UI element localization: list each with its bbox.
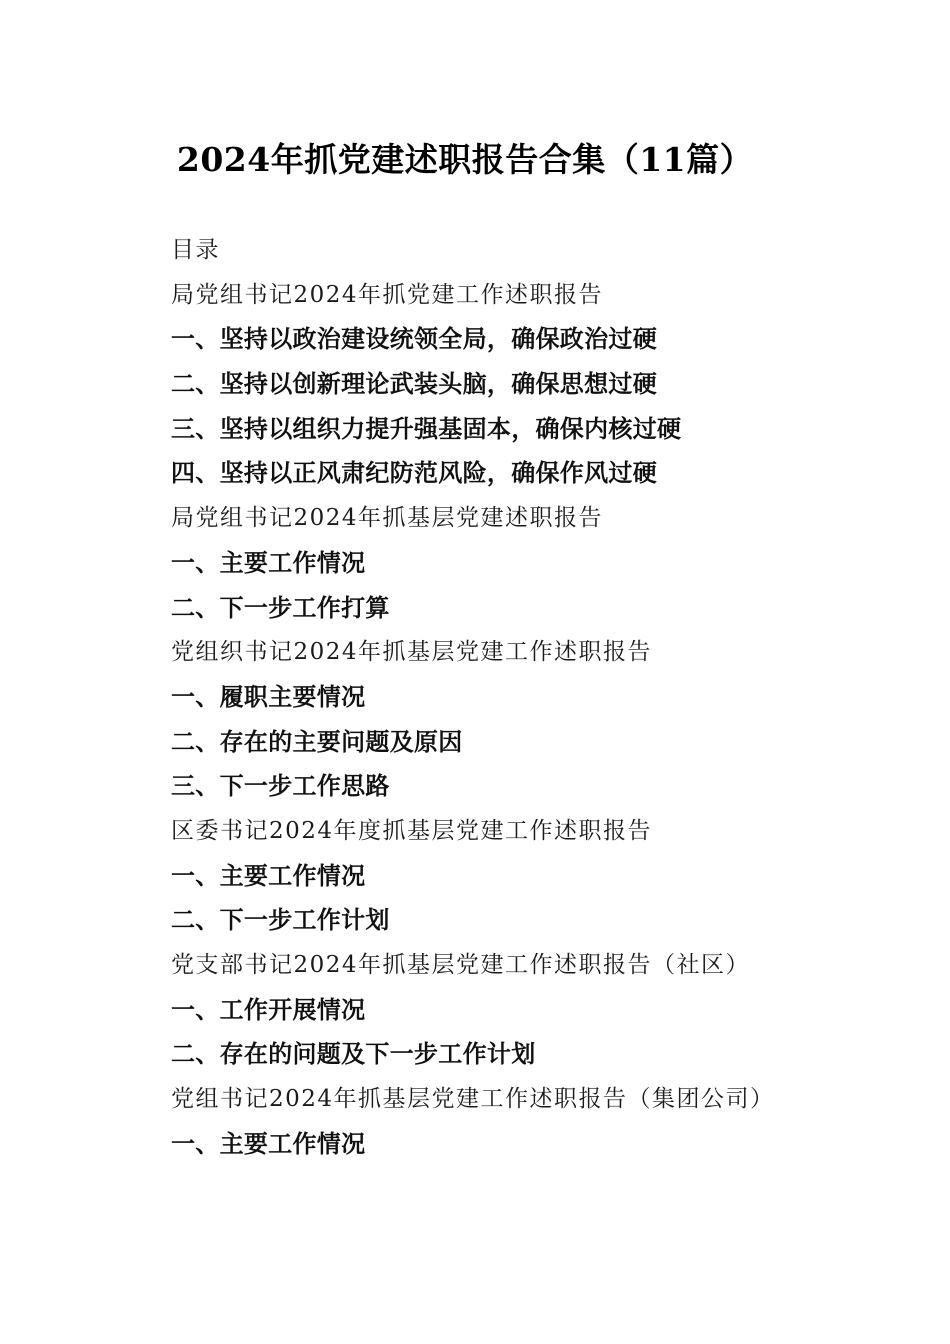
document-title: 2024年抓党建述职报告合集（11篇）: [176, 140, 754, 179]
toc-section-item: 一、工作开展情况: [171, 995, 366, 1024]
toc-section-item: 二、存在的主要问题及原因: [171, 727, 463, 756]
toc-section-item: 一、坚持以政治建设统领全局，确保政治过硬: [171, 325, 657, 354]
toc-report-title: 党组书记2024年抓基层党建工作述职报告（集团公司）: [171, 1086, 775, 1113]
toc-list: [171, 273, 891, 1167]
toc-section-item: 二、下一步工作计划: [171, 906, 390, 935]
toc-section-item: 一、履职主要情况: [171, 682, 366, 711]
toc-report-title: 党支部书记2024年抓基层党建工作述职报告（社区）: [171, 952, 751, 978]
toc-section-item: 二、存在的问题及下一步工作计划: [171, 1040, 536, 1069]
toc-report-title: 区委书记2024年度抓基层党建工作述职报告: [171, 817, 653, 844]
toc-report-title: 局党组书记2024年抓党建工作述职报告: [171, 281, 604, 308]
toc-report-title: 党组织书记2024年抓基层党建工作述职报告: [171, 639, 653, 666]
toc-report-title: 局党组书记2024年抓基层党建述职报告: [171, 505, 604, 532]
toc-section-item: 一、主要工作情况: [171, 1129, 366, 1158]
toc-section-item: 二、坚持以创新理论武装头脑，确保思想过硬: [171, 370, 657, 399]
toc-section-item: 二、下一步工作打算: [171, 593, 390, 622]
toc-section-item: 四、坚持以正风肃纪防范风险，确保作风过硬: [171, 459, 657, 488]
toc-section-item: 一、主要工作情况: [171, 861, 366, 890]
toc-section-item: 一、主要工作情况: [171, 548, 366, 577]
toc-section-item: 三、坚持以组织力提升强基固本，确保内核过硬: [171, 414, 682, 443]
table-of-contents: [171, 228, 891, 1166]
toc-section-item: 三、下一步工作思路: [171, 772, 390, 801]
toc-label: 目录: [171, 237, 220, 263]
